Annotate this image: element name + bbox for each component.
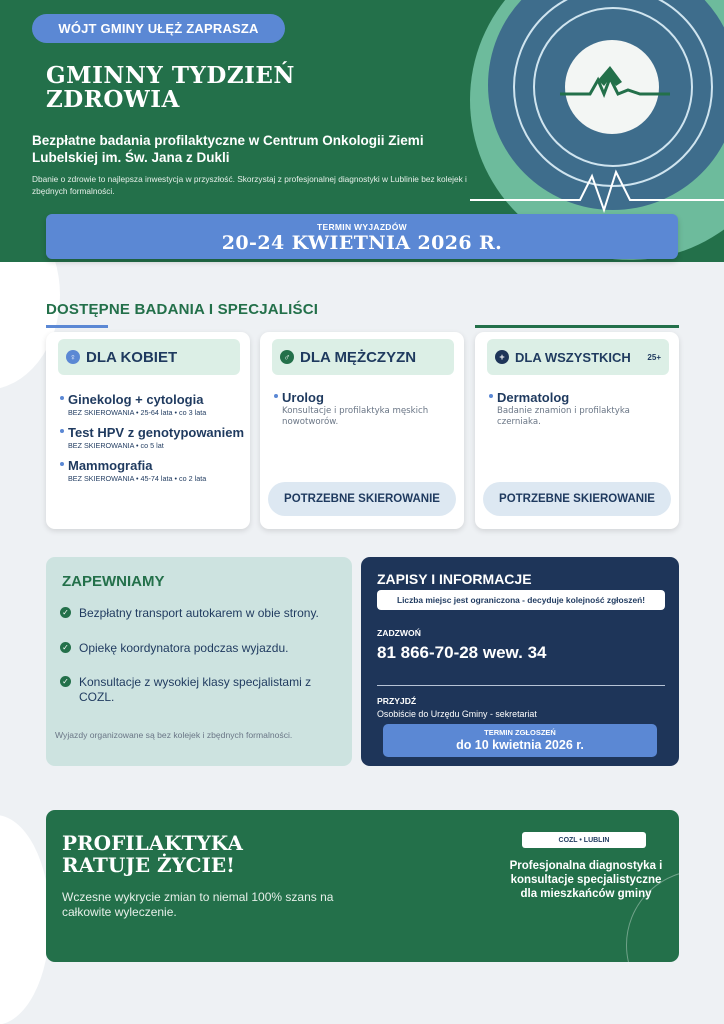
divider — [377, 685, 665, 686]
exam-detail: BEZ SKIEROWANIA • 25-64 lata • co 3 lata — [68, 408, 207, 417]
guarantee-text: Konsultacje z wysokiej klasy specjalistami z COZL. — [79, 675, 312, 704]
check-icon: ✓ — [60, 676, 71, 687]
referral-required-button[interactable]: POTRZEBNE SKIEROWANIE — [483, 482, 671, 516]
footer-subtitle: Wczesne wykrycie zmian to niemal 100% szans na całkowite wyleczenie. — [62, 890, 334, 919]
female-icon: ♀ — [66, 350, 80, 364]
panel-title: ZAPISY I INFORMACJE — [377, 571, 532, 587]
trip-dates-value: 20-24 KWIETNIA 2026 R. — [221, 232, 503, 254]
exam-name: Dermatolog — [497, 390, 570, 405]
contact-panel — [361, 557, 679, 766]
title-line: GMINNY TYDZIEŃ — [46, 62, 295, 89]
exam-list — [274, 390, 459, 435]
subtitle: Bezpłatne badania profilaktyczne w Centrum Onkologii Ziemi Lubelskiej im. Św. Jana z Dukli — [32, 133, 424, 165]
list-item — [60, 392, 245, 418]
list-item — [60, 641, 345, 656]
deadline-box — [383, 724, 657, 757]
phone-number[interactable]: 81 866-70-28 wew. 34 — [377, 643, 547, 662]
trip-dates-bar — [46, 214, 678, 259]
visit-location: Osobiście do Urzędu Gminy - sekretariat — [377, 709, 537, 719]
male-icon: ♂ — [280, 350, 294, 364]
card-everyone — [475, 332, 679, 529]
deadline-value: do 10 kwietnia 2026 r. — [456, 738, 584, 752]
card-title: DLA WSZYSTKICH — [515, 349, 631, 365]
section-underline — [46, 325, 108, 328]
list-item — [60, 675, 345, 705]
exam-description: Konsultacje i profilaktyka męskich nowotworów. — [282, 406, 429, 427]
decorative-curve-left — [0, 815, 50, 1024]
guarantee-text: Bezpłatny transport autokarem w obie strony. — [79, 606, 319, 620]
organization-tag: COZL • LUBLIN — [522, 832, 646, 848]
exam-description: Badanie znamion i profilaktyka czerniaka. — [497, 406, 630, 427]
section-underline — [475, 325, 679, 328]
list-item — [60, 606, 345, 621]
deadline-label: TERMIN ZGŁOSZEŃ — [484, 728, 556, 737]
card-women — [46, 332, 250, 529]
list-item — [60, 458, 245, 484]
heartbeat-line-icon — [470, 60, 724, 220]
exam-detail: BEZ SKIEROWANIA • 45-74 lata • co 2 lata — [68, 474, 207, 483]
card-title: DLA MĘŻCZYZN — [300, 348, 417, 366]
list-item — [489, 390, 674, 428]
exam-list — [60, 392, 245, 491]
guarantees-panel — [46, 557, 352, 766]
call-label: ZADZWOŃ — [377, 628, 421, 638]
section-title: DOSTĘPNE BADANIA I SPECJALIŚCI — [46, 301, 319, 318]
card-title: DLA KOBIET — [86, 348, 178, 366]
card-header — [272, 339, 454, 375]
referral-required-button[interactable]: POTRZEBNE SKIEROWANIE — [268, 482, 456, 516]
check-icon: ✓ — [60, 607, 71, 618]
footer-title — [62, 832, 243, 876]
check-icon: ✓ — [60, 642, 71, 653]
invite-badge: WÓJT GMINY UŁĘŻ ZAPRASZA — [32, 14, 285, 43]
visit-label: PRZYJDŹ — [377, 696, 417, 706]
exam-name: Ginekolog + cytologia — [68, 392, 204, 407]
plus-icon: + — [495, 350, 509, 364]
guarantee-text: Opiekę koordynatora podczas wyjazdu. — [79, 641, 289, 655]
trip-dates-label: TERMIN WYJAZDÓW — [317, 222, 407, 232]
list-item — [274, 390, 459, 428]
exam-list — [489, 390, 674, 435]
age-badge: 25+ — [647, 352, 661, 362]
limited-seats-notice: Liczba miejsc jest ograniczona - decyduje kolejność zgłoszeń! — [377, 590, 665, 610]
title-line: PROFILAKTYKA — [62, 831, 243, 855]
list-item — [60, 425, 245, 451]
exam-detail: BEZ SKIEROWANIA • co 5 lat — [68, 441, 164, 450]
exam-name: Test HPV z genotypowaniem — [68, 425, 245, 440]
card-men — [260, 332, 464, 529]
intro-text: Dbanie o zdrowie to najlepsza inwestycja w przyszłość. Skorzystaj z profesjonalnej diagnostyki w Lublinie bez kolejek i zbędnych formalności. — [32, 174, 467, 196]
footer-panel — [46, 810, 679, 962]
exam-name: Urolog — [282, 390, 324, 405]
title-line: RATUJE ŻYCIE! — [62, 853, 235, 877]
card-header — [58, 339, 240, 375]
footer-description: Profesjonalna diagnostyka i konsultacje specjalistyczne dla mieszkańców gminy — [509, 860, 663, 900]
panel-title: ZAPEWNIAMY — [62, 573, 165, 590]
title-line: ZDROWIA — [46, 86, 180, 113]
exam-name: Mammografia — [68, 458, 153, 473]
page-title — [46, 64, 346, 112]
guarantees-note: Wyjazdy organizowane są bez kolejek i zbędnych formalności. — [55, 730, 293, 740]
card-header — [487, 339, 669, 375]
